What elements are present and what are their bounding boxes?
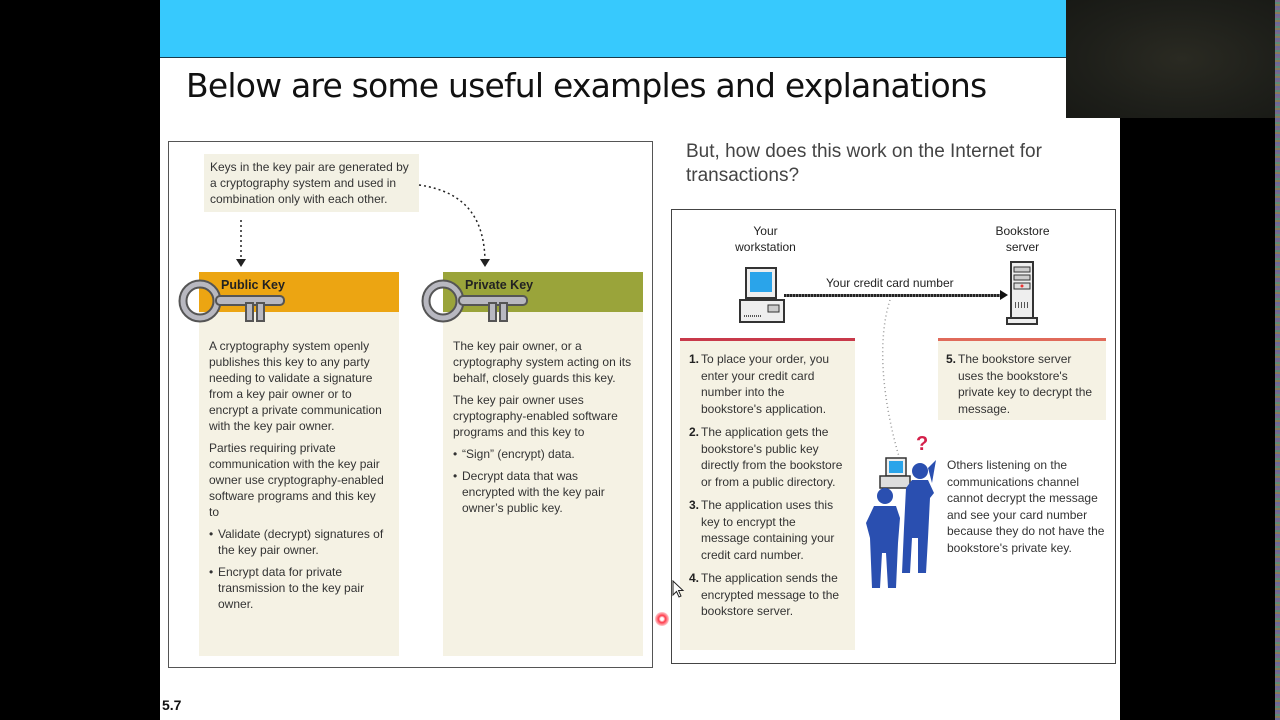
public-key-header: Public Key <box>199 272 399 312</box>
presentation-slide <box>160 0 1120 720</box>
eavesdropper-note: Others listening on the communications channel cannot decrypt the message and see your card number because they do not have the bookstore's private key. <box>947 458 1105 555</box>
public-key-bullet: • Encrypt data for private transmission to the key pair owner. <box>209 565 365 611</box>
slide-header-bar <box>160 0 1066 58</box>
key-pair-diagram <box>168 141 653 668</box>
laser-pointer-icon <box>655 612 669 626</box>
credit-card-arrow-label: Your credit card number <box>826 276 954 290</box>
private-key-paragraph: The key pair owner, or a cryptography system acting on its behalf, closely guards this key. <box>453 339 632 385</box>
mouse-cursor-icon <box>672 580 686 600</box>
step-item: 4. The application sends the encrypted message to the bookstore server. <box>689 571 840 618</box>
transaction-steps <box>680 338 855 650</box>
public-key-bullet: • Validate (decrypt) signatures of the key pair owner. <box>209 527 384 557</box>
private-key-paragraph: The key pair owner uses cryptography-enabled software programs and this key to <box>453 393 618 439</box>
screen-edge-artifact <box>1275 0 1280 720</box>
private-key-icon <box>421 269 531 329</box>
private-key-bullet: • Decrypt data that was encrypted with the key pair owner’s public key. <box>453 469 605 515</box>
dotted-arrows <box>169 142 654 282</box>
internet-transaction-diagram <box>671 209 1116 664</box>
step-item: 2. The application gets the bookstore's public key directly from the bookstore or from a public directory. <box>689 425 843 489</box>
section-subtitle: But, how does this work on the Internet for transactions? <box>686 141 1042 186</box>
svg-text:?: ? <box>916 433 929 455</box>
public-key-icon <box>178 269 288 329</box>
step-item: 1. To place your order, you enter your credit card number into the bookstore's application. <box>689 352 830 416</box>
step-item: 3. The application uses this key to encrypt the message containing your credit card number. <box>689 498 835 562</box>
eavesdropper-figures-icon <box>860 428 940 593</box>
slide-title: Below are some useful examples and explanations <box>186 66 987 105</box>
key-pair-note: Keys in the key pair are generated by a cryptography system and used in combination only with each other. <box>204 154 419 212</box>
private-key-bullet: • “Sign” (encrypt) data. <box>453 447 575 461</box>
private-key-column <box>443 272 643 656</box>
server-label: Bookstore server <box>995 224 1050 254</box>
server-decrypt-step: 5. The bookstore server uses the bookstore's private key to decrypt the message. <box>938 338 1106 420</box>
page-number: 5.7 <box>162 697 182 713</box>
private-key-header: Private Key <box>443 272 643 312</box>
public-key-paragraph: Parties requiring private communication with the key pair owner use cryptography-enabled software programs and this key to <box>209 441 384 519</box>
public-key-column <box>199 272 399 656</box>
workstation-label: Your workstation <box>735 224 796 254</box>
public-key-paragraph: A cryptography system openly publishes this key to any party needing to validate a signature from a key pair owner or to encrypt a private communication with the key pair owner. <box>209 339 382 433</box>
webcam-overlay <box>1066 0 1276 118</box>
